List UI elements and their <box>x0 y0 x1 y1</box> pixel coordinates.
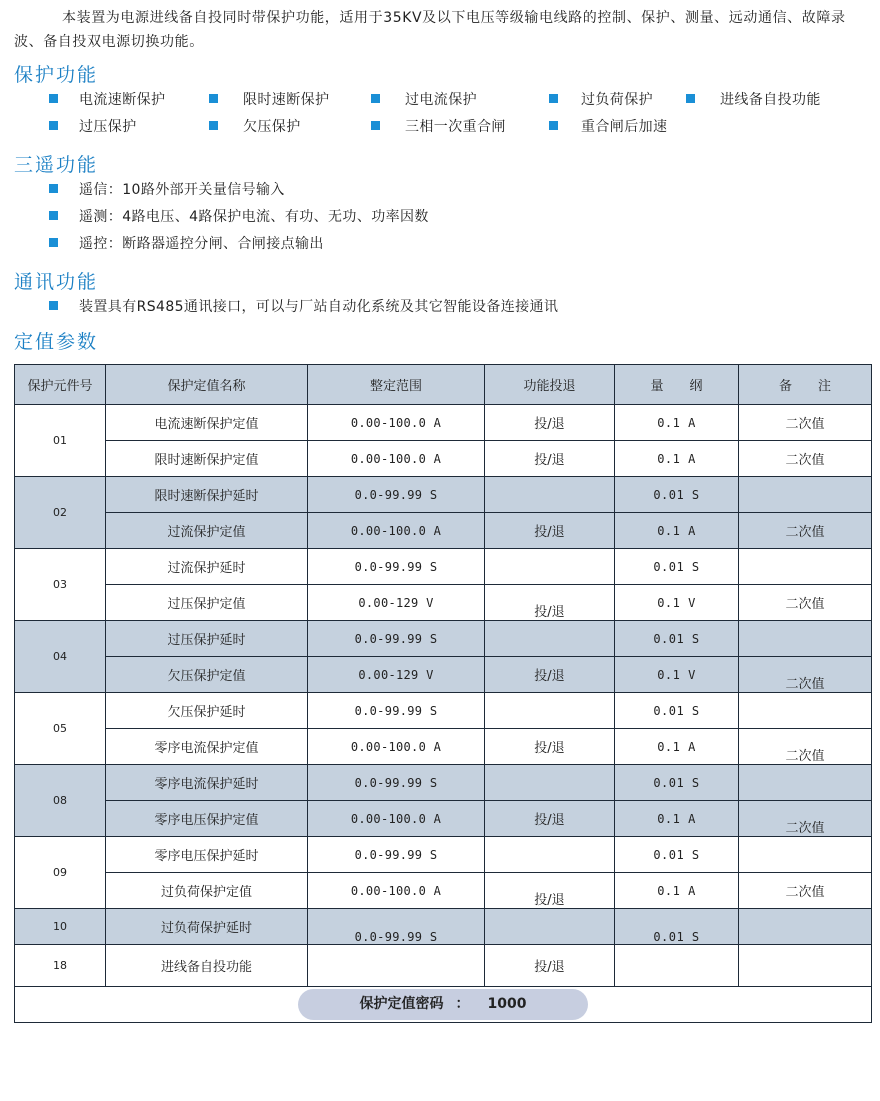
range-cell: 0.0-99.99 S <box>308 477 485 513</box>
table-row <box>15 657 872 693</box>
bullet-icon <box>371 121 380 130</box>
unit-cell <box>615 945 739 987</box>
range-cell: 0.0-99.99 S <box>308 837 485 873</box>
setting-name-cell: 过流保护定值 <box>106 513 308 549</box>
element-id-cell: 01 <box>15 405 106 477</box>
setting-name-cell: 零序电流保护延时 <box>106 765 308 801</box>
element-id-cell: 03 <box>15 549 106 621</box>
range-cell: 0.0-99.99 S <box>308 621 485 657</box>
unit-cell: 0.1 V <box>615 585 739 621</box>
table-row <box>15 837 872 873</box>
onoff-cell <box>485 837 615 873</box>
remote-item: 遥信：10路外部开关量信号输入 <box>79 182 285 198</box>
element-id-cell: 09 <box>15 837 106 909</box>
setting-name-cell: 零序电压保护定值 <box>106 801 308 837</box>
note-cell: 二次值 <box>739 801 872 837</box>
settings-table <box>14 364 872 1023</box>
comm-item: 装置具有RS485通讯接口，可以与厂站自动化系统及其它智能设备连接通讯 <box>79 299 559 315</box>
comm-title: 通讯功能 <box>14 271 99 293</box>
remote-title: 三遥功能 <box>14 154 99 176</box>
setting-name-cell: 过压保护定值 <box>106 585 308 621</box>
onoff-cell <box>485 909 615 945</box>
range-cell <box>308 945 485 987</box>
note-cell <box>739 765 872 801</box>
bullet-icon <box>49 301 58 310</box>
bullet-icon <box>49 211 58 220</box>
bullet-icon <box>549 94 558 103</box>
bullet-icon <box>686 94 695 103</box>
range-cell: 0.00-100.0 A <box>308 441 485 477</box>
onoff-cell <box>485 621 615 657</box>
remote-item: 遥测：4路电压、4路保护电流、有功、无功、功率因数 <box>79 209 429 225</box>
range-cell: 0.00-129 V <box>308 657 485 693</box>
unit-cell: 0.01 S <box>615 909 739 945</box>
note-cell: 二次值 <box>739 729 872 765</box>
note-cell <box>739 945 872 987</box>
note-cell <box>739 693 872 729</box>
bullet-icon <box>49 184 58 193</box>
element-id-cell: 02 <box>15 477 106 549</box>
unit-cell: 0.01 S <box>615 765 739 801</box>
header-unit: 量 纲 <box>615 365 739 405</box>
header-onoff: 功能投退 <box>485 365 615 405</box>
bullet-icon <box>549 121 558 130</box>
unit-cell: 0.1 V <box>615 657 739 693</box>
unit-cell: 0.1 A <box>615 729 739 765</box>
header-note: 备 注 <box>739 365 872 405</box>
table-row <box>15 801 872 837</box>
onoff-cell <box>485 477 615 513</box>
element-id-cell: 18 <box>15 945 106 987</box>
table-row <box>15 693 872 729</box>
protection-item: 重合闸后加速 <box>581 119 668 135</box>
protection-item: 过电流保护 <box>405 92 477 108</box>
element-id-cell: 04 <box>15 621 106 693</box>
password-value: 1000 <box>487 996 527 1012</box>
range-cell: 0.00-100.0 A <box>308 873 485 909</box>
onoff-cell: 投/退 <box>485 405 615 441</box>
password-row <box>15 987 872 1023</box>
bullet-icon <box>371 94 380 103</box>
range-cell: 0.00-100.0 A <box>308 405 485 441</box>
note-cell: 二次值 <box>739 873 872 909</box>
range-cell: 0.00-100.0 A <box>308 801 485 837</box>
table-row <box>15 909 872 945</box>
onoff-cell: 投/退 <box>485 729 615 765</box>
setting-name-cell: 零序电流保护定值 <box>106 729 308 765</box>
unit-cell: 0.1 A <box>615 513 739 549</box>
password-cell <box>15 987 872 1023</box>
table-row <box>15 945 872 987</box>
range-cell: 0.0-99.99 S <box>308 693 485 729</box>
protection-title: 保护功能 <box>14 64 99 86</box>
range-cell: 0.0-99.99 S <box>308 765 485 801</box>
table-row <box>15 441 872 477</box>
onoff-cell: 投/退 <box>485 513 615 549</box>
range-cell: 0.0-99.99 S <box>308 549 485 585</box>
bullet-icon <box>209 94 218 103</box>
table-row <box>15 585 872 621</box>
onoff-cell: 投/退 <box>485 441 615 477</box>
table-row <box>15 729 872 765</box>
unit-cell: 0.1 A <box>615 801 739 837</box>
onoff-cell: 投/退 <box>485 945 615 987</box>
protection-item: 三相一次重合闸 <box>405 119 506 135</box>
protection-item: 进线备自投功能 <box>720 92 821 108</box>
note-cell: 二次值 <box>739 513 872 549</box>
setting-name-cell: 限时速断保护延时 <box>106 477 308 513</box>
unit-cell: 0.01 S <box>615 837 739 873</box>
note-cell: 二次值 <box>739 405 872 441</box>
onoff-cell: 投/退 <box>485 585 615 621</box>
note-cell <box>739 549 872 585</box>
setting-name-cell: 过压保护延时 <box>106 621 308 657</box>
setting-name-cell: 过负荷保护延时 <box>106 909 308 945</box>
onoff-cell <box>485 549 615 585</box>
table-row <box>15 513 872 549</box>
setting-name-cell: 限时速断保护定值 <box>106 441 308 477</box>
setting-name-cell: 进线备自投功能 <box>106 945 308 987</box>
password-label: 保护定值密码 <box>359 996 444 1012</box>
element-id-cell: 08 <box>15 765 106 837</box>
table-row <box>15 549 872 585</box>
unit-cell: 0.1 A <box>615 405 739 441</box>
unit-cell: 0.01 S <box>615 621 739 657</box>
password-separator: ： <box>455 996 470 1012</box>
note-cell <box>739 837 872 873</box>
note-cell: 二次值 <box>739 441 872 477</box>
setting-name-cell: 零序电压保护延时 <box>106 837 308 873</box>
note-cell <box>739 477 872 513</box>
note-cell: 二次值 <box>739 585 872 621</box>
params-title: 定值参数 <box>14 331 99 353</box>
note-cell <box>739 621 872 657</box>
protection-item: 过压保护 <box>79 119 137 135</box>
unit-cell: 0.1 A <box>615 441 739 477</box>
range-cell: 0.00-100.0 A <box>308 513 485 549</box>
note-cell: 二次值 <box>739 657 872 693</box>
table-row <box>15 477 872 513</box>
setting-name-cell: 欠压保护延时 <box>106 693 308 729</box>
protection-item: 电流速断保护 <box>79 92 166 108</box>
table-row <box>15 405 872 441</box>
onoff-cell <box>485 693 615 729</box>
element-id-cell: 05 <box>15 693 106 765</box>
element-id-cell: 10 <box>15 909 106 945</box>
note-cell <box>739 909 872 945</box>
header-setting-name: 保护定值名称 <box>106 365 308 405</box>
table-row <box>15 873 872 909</box>
bullet-icon <box>49 94 58 103</box>
onoff-cell: 投/退 <box>485 873 615 909</box>
header-element-id: 保护元件号 <box>15 365 106 405</box>
table-row <box>15 765 872 801</box>
setting-name-cell: 电流速断保护定值 <box>106 405 308 441</box>
unit-cell: 0.01 S <box>615 477 739 513</box>
setting-name-cell: 过流保护延时 <box>106 549 308 585</box>
bullet-icon <box>209 121 218 130</box>
unit-cell: 0.01 S <box>615 549 739 585</box>
bullet-icon <box>49 238 58 247</box>
unit-cell: 0.1 A <box>615 873 739 909</box>
range-cell: 0.0-99.99 S <box>308 909 485 945</box>
setting-name-cell: 欠压保护定值 <box>106 657 308 693</box>
header-range: 整定范围 <box>308 365 485 405</box>
onoff-cell <box>485 765 615 801</box>
range-cell: 0.00-100.0 A <box>308 729 485 765</box>
bullet-icon <box>49 121 58 130</box>
unit-cell: 0.01 S <box>615 693 739 729</box>
protection-item: 限时速断保护 <box>243 92 330 108</box>
remote-item: 遥控：断路器遥控分闸、合闸接点输出 <box>79 236 324 252</box>
protection-item: 欠压保护 <box>243 119 301 135</box>
setting-name-cell: 过负荷保护定值 <box>106 873 308 909</box>
range-cell: 0.00-129 V <box>308 585 485 621</box>
protection-item: 过负荷保护 <box>581 92 653 108</box>
table-header-row <box>15 365 872 405</box>
table-row <box>15 621 872 657</box>
password-pill <box>298 989 588 1020</box>
onoff-cell: 投/退 <box>485 657 615 693</box>
onoff-cell: 投/退 <box>485 801 615 837</box>
intro-paragraph: 本装置为电源进线备自投同时带保护功能，适用于35KV及以下电压等级输电线路的控制、保护、测量、远动通信、故障录波、备自投双电源切换功能。 <box>14 10 846 50</box>
